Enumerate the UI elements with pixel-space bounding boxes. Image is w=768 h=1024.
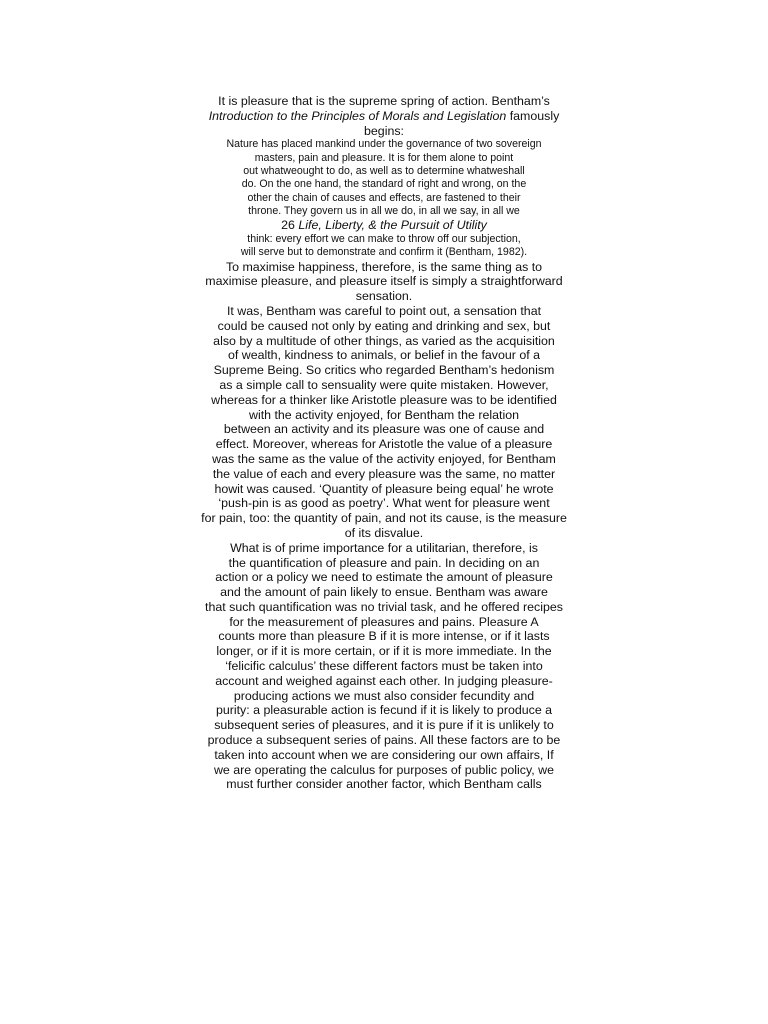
- body-line: purity: a pleasurable action is fecund if it is likely to produce a: [215, 703, 553, 718]
- body-line: ‘felicific calculus’ these different factors must be taken into: [225, 659, 543, 674]
- body-line: It was, Bentham was careful to point out, a sensation that: [226, 303, 542, 318]
- body-line: could be caused not only by eating and drinking and sex, but: [217, 318, 551, 333]
- body-line: producing actions we must also consider fecundity and: [233, 688, 535, 703]
- intro-paragraph: [184, 94, 584, 138]
- body-text: [184, 260, 584, 793]
- body-line: as a simple call to sensuality were quite mistaken. However,: [219, 377, 549, 392]
- body-line: whereas for a thinker like Aristotle pleasure was to be identified: [211, 392, 557, 407]
- body-line: howit was caused. ‘Quantity of pleasure being equal’ he wrote: [214, 481, 554, 496]
- block-quote-part-1: [184, 138, 584, 218]
- body-line: subsequent series of pleasures, and it is pure if it is unlikely to: [214, 718, 554, 733]
- body-line: of wealth, kindness to animals, or belief in the favour of a: [227, 348, 540, 363]
- body-line: sensation.: [355, 289, 413, 304]
- body-line: of its disvalue.: [344, 525, 424, 540]
- body-line: for the measurement of pleasures and pains. Pleasure A: [229, 614, 539, 629]
- body-line: What is of prime importance for a utilitarian, therefore, is: [230, 540, 538, 555]
- body-line: account and weighed against each other. In judging pleasure-: [215, 673, 553, 688]
- body-line: Supreme Being. So critics who regarded Bentham’s hedonism: [213, 363, 555, 378]
- body-line: maximise pleasure, and pleasure itself is simply a straightforward: [205, 274, 563, 289]
- intro-line-1: It is pleasure that is the supreme spring of action. Bentham’s: [218, 94, 550, 108]
- quote-line: think: every effort we can make to throw off our subjection,: [247, 232, 521, 245]
- quote-line: do. On the one hand, the standard of right and wrong, on the: [241, 178, 527, 191]
- intro-line-2-rest: famously: [506, 108, 560, 123]
- quote-line: Nature has placed mankind under the governance of two sovereign: [226, 138, 542, 151]
- body-line: between an activity and its pleasure was one of cause and: [223, 422, 545, 437]
- body-line: ‘push-pin is as good as poetry’. What went for pleasure went: [218, 496, 550, 511]
- quote-line: other the chain of causes and effects, are fastened to their: [247, 191, 521, 204]
- running-header-title: Life, Liberty, & the Pursuit of Utility: [298, 218, 487, 233]
- body-line: taken into account when we are considering our own affairs, If: [214, 747, 554, 762]
- document-page: [184, 94, 584, 792]
- body-line: and the amount of pain likely to ensue. Bentham was aware: [220, 585, 548, 600]
- intro-line-2: [184, 109, 584, 124]
- body-line: we are operating the calculus for purposes of public policy, we: [213, 762, 554, 777]
- quote-line: throne. They govern us in all we do, in all we say, in all we: [248, 204, 520, 217]
- quote-line: masters, pain and pleasure. It is for them alone to point: [254, 151, 514, 164]
- body-line: must further consider another factor, which Bentham calls: [226, 777, 542, 792]
- body-line: action or a policy we need to estimate the amount of pleasure: [215, 570, 553, 585]
- body-line: was the same as the value of the activity enjoyed, for Bentham: [212, 451, 556, 466]
- body-line: effect. Moreover, whereas for Aristotle the value of a pleasure: [215, 437, 553, 452]
- book-title-italic: Introduction to the Principles of Morals and Legislation: [208, 108, 507, 123]
- body-line: also by a multitude of other things, as varied as the acquisition: [213, 333, 555, 348]
- intro-line-3: begins:: [364, 123, 404, 138]
- page-number: 26: [281, 218, 295, 233]
- body-line: the quantification of pleasure and pain. In deciding on an: [228, 555, 540, 570]
- body-line: for pain, too: the quantity of pain, and not its cause, is the measure: [201, 511, 567, 526]
- body-line: To maximise happiness, therefore, is the same thing as to: [225, 259, 543, 274]
- body-line: counts more than pleasure B if it is more intense, or if it lasts: [218, 629, 550, 644]
- block-quote-part-2: [184, 233, 584, 260]
- running-header: [184, 218, 584, 233]
- body-line: that such quantification was no trivial task, and he offered recipes: [205, 599, 563, 614]
- body-line: with the activity enjoyed, for Bentham the relation: [249, 407, 519, 422]
- body-line: produce a subsequent series of pains. All these factors are to be: [207, 733, 561, 748]
- quote-line: out whatweought to do, as well as to determine whatweshall: [243, 164, 525, 177]
- quote-line: will serve but to demonstrate and confirm it (Bentham, 1982).: [240, 246, 528, 259]
- body-line: the value of each and every pleasure was the same, no matter: [212, 466, 556, 481]
- body-line: longer, or if it is more certain, or if it is more immediate. In the: [216, 644, 552, 659]
